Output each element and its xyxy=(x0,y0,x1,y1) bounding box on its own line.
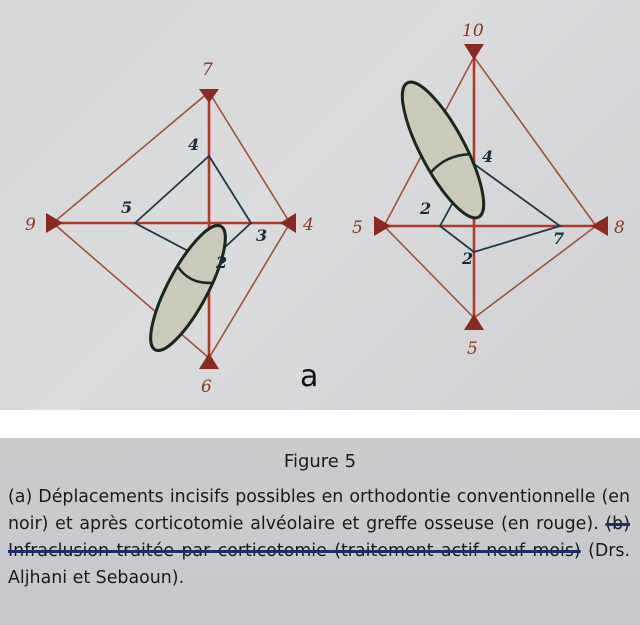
right-bottom-marker xyxy=(464,314,484,330)
left-top-marker xyxy=(199,89,219,103)
left-inner-label-left: 5 xyxy=(121,198,133,217)
right-inner-label-left: 2 xyxy=(420,199,432,218)
right-diagram xyxy=(352,21,625,359)
left-bottom-marker xyxy=(199,353,219,369)
right-inner-label-right: 7 xyxy=(553,229,565,248)
right-label-left: 5 xyxy=(352,218,363,238)
panel-label: a xyxy=(300,359,319,394)
figure-caption xyxy=(8,484,630,592)
right-label-top: 10 xyxy=(462,21,484,41)
right-label-bottom: 5 xyxy=(467,339,478,359)
left-inner-label-right: 3 xyxy=(256,226,268,245)
caption-text: (a) Déplacements incisifs possibles en orthodontie conventionnelle (en noir) et après corticotomie alvéolaire et greffe osseuse (en rouge). xyxy=(8,487,630,534)
page-gap xyxy=(0,410,640,438)
right-label-right: 8 xyxy=(614,218,625,238)
left-label-bottom: 6 xyxy=(201,377,212,397)
left-tooth xyxy=(137,217,238,359)
right-right-marker xyxy=(591,216,608,236)
figure-title: Figure 5 xyxy=(283,451,357,472)
left-label-left: 9 xyxy=(25,215,36,235)
left-label-top: 7 xyxy=(202,60,213,80)
right-inner-label-bottom: 2 xyxy=(462,249,474,268)
left-label-right: 4 xyxy=(303,215,314,235)
left-diagram xyxy=(25,60,314,397)
left-inner-label-bottom: 2 xyxy=(216,253,228,272)
caption-credit: (Drs. Aljhani et Sebaoun). xyxy=(8,541,630,588)
left-right-marker xyxy=(280,213,296,233)
left-inner-label-top: 4 xyxy=(188,135,200,154)
right-inner-label-top: 4 xyxy=(482,147,494,166)
right-top-marker xyxy=(464,44,484,60)
caption-struck-text: (b) Infraclusion traitée par corticotomie (traitement actif neuf mois) xyxy=(8,514,630,561)
